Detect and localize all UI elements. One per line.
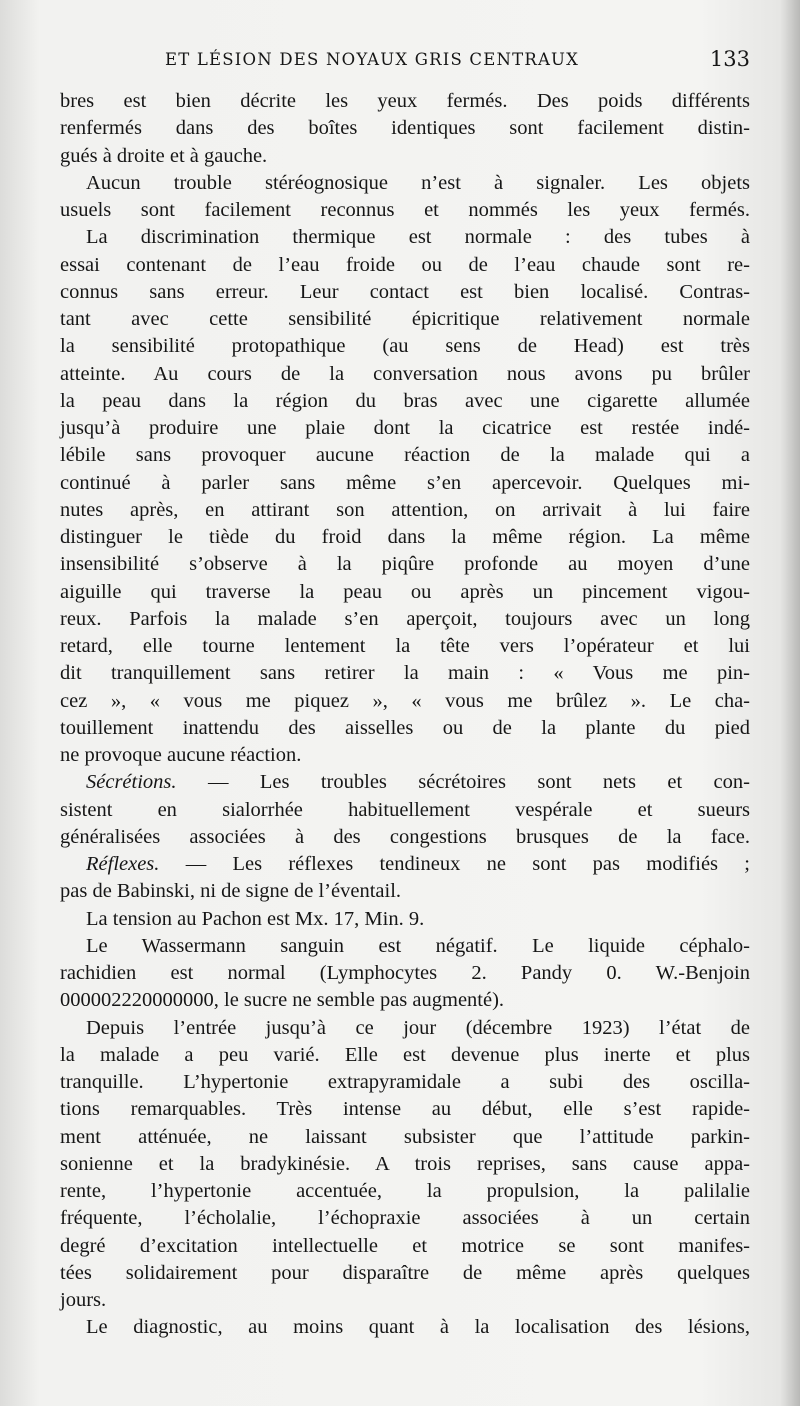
text-line: sistent en sialorrhée habituellement vespérale et sueurs — [60, 798, 750, 821]
text-line: ne provoque aucune réaction. — [60, 744, 302, 766]
text-line: retard, elle tourne lentement la tête vers l’opérateur et lui — [60, 635, 750, 657]
text-line: Réflexes. — Les réflexes tendineux ne sont pas modifiés ; — [86, 853, 750, 875]
text-line: lébile sans provoquer aucune réaction de la malade qui a — [60, 444, 750, 467]
text-line: 000002220000000, le sucre ne semble pas augmenté). — [60, 989, 505, 1012]
text-line: reux. Parfois la malade s’en aperçoit, toujours avec un long — [60, 607, 750, 630]
text-line: jusqu’à produire une plaie dont la cicatrice est restée indé- — [60, 417, 750, 439]
text-line: tranquille. L’hypertonie extrapyramidale a subi des oscilla- — [60, 1071, 750, 1093]
text-line: Le Wassermann sanguin est négatif. Le liquide céphalo- — [86, 934, 750, 957]
text-line: renfermés dans des boîtes identiques sont facilement distin- — [60, 117, 750, 140]
text-line: connus sans erreur. Leur contact est bien localisé. Contras- — [60, 280, 750, 303]
text-line: La tension au Pachon est Mx. 17, Min. 9. — [86, 907, 425, 930]
text-line: nutes après, en attirant son attention, on arrivait à lui faire — [60, 498, 750, 521]
text-line: Depuis l’entrée jusqu’à ce jour (décembre 1923) l’état de — [86, 1016, 750, 1039]
text-line: pas de Babinski, ni de signe de l’éventail. — [60, 880, 402, 903]
text-line: insensibilité s’observe à la piqûre profonde au moyen d’une — [60, 553, 750, 576]
page-number: 133 — [709, 47, 750, 71]
text-line: Sécrétions. — Les troubles sécrétoires sont nets et con- — [86, 771, 750, 794]
text-line: dit tranquillement sans retirer la main : « Vous me pin- — [60, 662, 750, 685]
running-title: ET LÉSION DES NOYAUX GRIS CENTRAUX — [165, 50, 580, 69]
text-line: Le diagnostic, au moins quant à la localisation des lésions, — [86, 1316, 750, 1339]
page-header — [165, 47, 750, 75]
text-line: cez », « vous me piquez », « vous me brûlez ». Le cha- — [60, 689, 750, 712]
text-line: ment atténuée, ne laissant subsister que l’attitude parkin- — [60, 1125, 750, 1148]
text-line: généralisées associées à des congestions brusques de la face. — [60, 825, 750, 848]
text-line: essai contenant de l’eau froide ou de l’eau chaude sont re- — [60, 253, 750, 276]
text-line: rachidien est normal (Lymphocytes 2. Pandy 0. W.-Benjoin — [60, 962, 750, 984]
text-line: atteinte. Au cours de la conversation nous avons pu brûler — [60, 362, 750, 385]
text-line: fréquente, l’écholalie, l’échopraxie associées à un certain — [60, 1207, 750, 1230]
text-line: La discrimination thermique est normale : des tubes à — [86, 226, 750, 249]
text-line: tions remarquables. Très intense au début, elle s’est rapide- — [60, 1098, 750, 1121]
text-line: jours. — [60, 1289, 107, 1311]
text-line: la malade a peu varié. Elle est devenue plus inerte et plus — [60, 1043, 750, 1066]
text-line: touillement inattendu des aisselles ou de la plante du pied — [60, 716, 750, 739]
body-text — [60, 88, 750, 1342]
section-heading-reflexes: Réflexes. — [86, 853, 160, 875]
text-line: distinguer le tiède du froid dans la même région. La même — [60, 526, 750, 548]
text-line: la peau dans la région du bras avec une cigarette allumée — [60, 389, 750, 412]
text-line: gués à droite et à gauche. — [60, 144, 268, 167]
text-line: Aucun trouble stéréognosique n’est à signaler. Les objets — [86, 171, 750, 194]
section-heading-secretions: Sécrétions. — [86, 771, 177, 794]
text-line: aiguille qui traverse la peau ou après un pincement vigou- — [60, 580, 750, 603]
text-line: rente, l’hypertonie accentuée, la propulsion, la palilalie — [60, 1180, 750, 1202]
text-line: tées solidairement pour disparaître de même après quelques — [60, 1261, 750, 1284]
text-line: la sensibilité protopathique (au sens de Head) est très — [60, 335, 750, 358]
text-line: continué à parler sans même s’en apercevoir. Quelques mi- — [60, 471, 750, 494]
text-line: tant avec cette sensibilité épicritique relativement normale — [60, 308, 750, 330]
text-line: sonienne et la bradykinésie. A trois reprises, sans cause appa- — [60, 1152, 750, 1175]
text-line: bres est bien décrite les yeux fermés. Des poids différents — [60, 90, 750, 112]
text-line: degré d’excitation intellectuelle et motrice se sont manifes- — [60, 1234, 750, 1257]
text-line: usuels sont facilement reconnus et nommés les yeux fermés. — [60, 199, 750, 221]
